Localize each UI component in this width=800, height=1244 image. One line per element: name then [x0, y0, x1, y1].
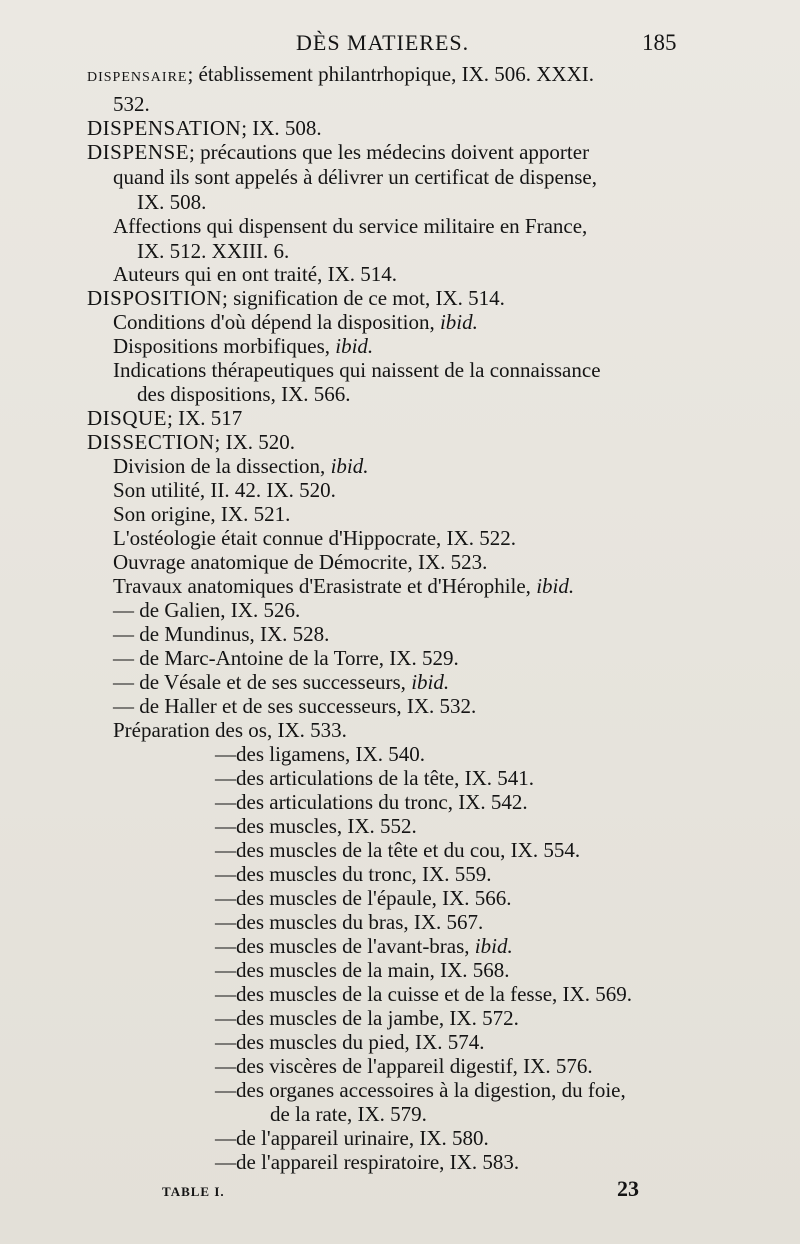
index-line	[113, 310, 800, 334]
entry-text: —de l'appareil respiratoire, IX. 583.	[215, 1150, 520, 1174]
entry-text: —des muscles de la jambe, IX. 572.	[215, 1006, 519, 1030]
index-line	[113, 598, 800, 622]
entry-text: IX. 508.	[137, 190, 207, 214]
index-line	[215, 1030, 800, 1054]
index-line	[113, 262, 800, 286]
index-line	[215, 1150, 800, 1174]
entry-ibid: ibid.	[536, 574, 575, 598]
entry-ibid: ibid.	[439, 310, 478, 334]
entry-ibid: ibid.	[474, 934, 513, 958]
running-header	[0, 30, 800, 60]
entry-text: IX. 512. XXIII. 6.	[137, 239, 290, 263]
entry-text: Travaux anatomiques d'Erasistrate et d'Hérophile,	[113, 574, 537, 598]
entry-text: —des muscles du bras, IX. 567.	[215, 910, 484, 934]
index-line	[113, 454, 800, 478]
entry-text: Dispositions morbifiques,	[113, 334, 336, 358]
index-line	[87, 406, 800, 430]
index-line	[113, 694, 800, 718]
entry-text: L'ostéologie était connue d'Hippocrate, IX. 522.	[113, 526, 516, 550]
entry-text: de la rate, IX. 579.	[270, 1102, 427, 1126]
entry-text: Indications thérapeutiques qui naissent de la connaissance	[113, 358, 601, 382]
entry-text: Auteurs qui en ont traité, IX. 514.	[113, 262, 398, 286]
index-line	[113, 358, 800, 382]
entry-text: ; IX. 517	[167, 406, 243, 430]
entry-text: —des viscères de l'appareil digestif, IX. 576.	[215, 1054, 593, 1078]
index-line	[215, 982, 800, 1006]
entry-text: — de Galien, IX. 526.	[113, 598, 301, 622]
entry-text: —des articulations de la tête, IX. 541.	[215, 766, 534, 790]
index-line	[87, 140, 800, 164]
entry-ibid: ibid.	[411, 670, 450, 694]
index-line	[113, 646, 800, 670]
index-line	[215, 910, 800, 934]
index-line	[137, 382, 800, 406]
index-line	[113, 574, 800, 598]
index-line	[215, 934, 800, 958]
index-line	[113, 502, 800, 526]
index-line	[87, 62, 800, 90]
index-line	[215, 742, 800, 766]
entry-headword: DISPENSATION	[87, 116, 242, 140]
index-line	[87, 116, 800, 140]
index-line	[137, 190, 800, 214]
gathering-number: 23	[617, 1176, 639, 1201]
entry-text: ; IX. 520.	[214, 430, 296, 454]
index-line	[215, 814, 800, 838]
entry-text: Son utilité, II. 42. IX. 520.	[113, 478, 336, 502]
entry-text: —des muscles de l'avant-bras,	[215, 934, 475, 958]
index-line	[270, 1102, 800, 1126]
entry-text: —des muscles du pied, IX. 574.	[215, 1030, 485, 1054]
entry-text: ; signification de ce mot, IX. 514.	[222, 286, 505, 310]
entry-text: — de Haller et de ses successeurs, IX. 532.	[113, 694, 477, 718]
entry-headword: DISQUE	[87, 406, 167, 430]
entry-text: Son origine, IX. 521.	[113, 502, 291, 526]
entry-text: — de Vésale et de ses successeurs,	[113, 670, 412, 694]
entry-text: ; établissement philantrhopique, IX. 506. XXXI.	[187, 62, 594, 86]
entry-text: 532.	[113, 92, 150, 116]
entry-text: Ouvrage anatomique de Démocrite, IX. 523.	[113, 550, 488, 574]
index-line	[215, 958, 800, 982]
entry-text: quand ils sont appelés à délivrer un certificat de dispense,	[113, 165, 598, 189]
entry-text: Division de la dissection,	[113, 454, 331, 478]
entry-text: —des muscles, IX. 552.	[215, 814, 417, 838]
index-line	[215, 1054, 800, 1078]
entry-text: —des articulations du tronc, IX. 542.	[215, 790, 528, 814]
index-line	[215, 1078, 800, 1102]
running-title: DÈS MATIERES.	[296, 30, 470, 55]
index-line	[113, 550, 800, 574]
index-line	[113, 718, 800, 742]
entry-text: —des ligamens, IX. 540.	[215, 742, 425, 766]
entry-text: Préparation des os, IX. 533.	[113, 718, 347, 742]
entry-text: — de Marc-Antoine de la Torre, IX. 529.	[113, 646, 459, 670]
entry-text: —des organes accessoires à la digestion, du foie,	[215, 1078, 626, 1102]
index-line	[113, 622, 800, 646]
signature-mark: TABLE I.	[162, 1184, 225, 1199]
index-line	[113, 92, 800, 116]
entry-headword: DISPENSE	[87, 140, 190, 164]
entry-text: —des muscles de la cuisse et de la fesse, IX. 569.	[215, 982, 632, 1006]
index-line	[113, 670, 800, 694]
entry-ibid: ibid.	[330, 454, 369, 478]
entry-text: des dispositions, IX. 566.	[137, 382, 351, 406]
index-line	[113, 526, 800, 550]
index-line	[87, 286, 800, 310]
index-line	[87, 430, 800, 454]
entry-text: —des muscles de la main, IX. 568.	[215, 958, 510, 982]
entry-text: — de Mundinus, IX. 528.	[113, 622, 330, 646]
index-line	[215, 790, 800, 814]
index-line	[215, 1006, 800, 1030]
entry-headword: DISSECTION	[87, 430, 215, 454]
index-line	[113, 214, 800, 238]
entry-headword: DISPENSAIRE	[87, 70, 188, 85]
index-line	[215, 838, 800, 862]
page-number: 185	[642, 30, 677, 55]
entry-text: —des muscles de l'épaule, IX. 566.	[215, 886, 512, 910]
entry-headword: DISPOSITION	[87, 286, 223, 310]
index-line	[215, 1126, 800, 1150]
index-line	[215, 886, 800, 910]
entry-ibid: ibid.	[335, 334, 374, 358]
entry-text: —des muscles de la tête et du cou, IX. 554.	[215, 838, 581, 862]
index-line	[113, 334, 800, 358]
index-line	[137, 239, 800, 263]
index-line	[215, 862, 800, 886]
index-line	[215, 766, 800, 790]
entry-text: ; IX. 508.	[241, 116, 322, 140]
entry-text: ; précautions que les médecins doivent apporter	[189, 140, 590, 164]
index-line	[113, 165, 800, 189]
entry-text: —des muscles du tronc, IX. 559.	[215, 862, 492, 886]
index-line	[113, 478, 800, 502]
entry-text: —de l'appareil urinaire, IX. 580.	[215, 1126, 489, 1150]
entry-text: Conditions d'où dépend la disposition,	[113, 310, 440, 334]
entry-text: Affections qui dispensent du service militaire en France,	[113, 214, 588, 238]
